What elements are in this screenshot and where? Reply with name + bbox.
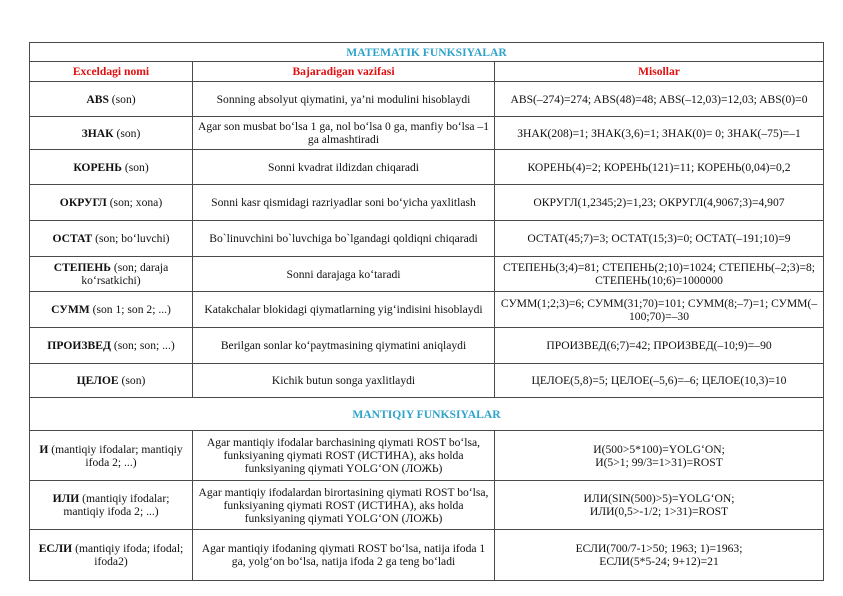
function-args: (mantiqiy ifodalar; mantiqiy ifoda 2; ...) [48, 442, 183, 469]
function-example-line: ЕСЛИ(700/7-1>50; 1963; 1)=1963; [575, 542, 743, 555]
table-row [30, 185, 824, 221]
function-example: ЦЕЛОЕ(5,8)=5; ЦЕЛОЕ(–5,6)=–6; ЦЕЛОЕ(10,3)=10 [495, 364, 824, 398]
function-name: ЗНАК [81, 126, 114, 140]
function-args: (son) [108, 92, 136, 106]
function-name-cell [30, 82, 193, 117]
section-header-row [30, 43, 824, 62]
function-description: Agar son musbat bo‘lsa 1 ga, nol bo‘lsa 0 ga, manfiy bo‘lsa –1 ga almashtiradi [193, 117, 495, 150]
function-name: СУММ [51, 303, 90, 316]
function-name-cell [30, 481, 193, 530]
function-example-line: ИЛИ(SIN(500)>5)=YOLG‘ON; [583, 492, 735, 505]
function-args: (mantiqiy ifodalar; mantiqiy ifoda 2; ...) [63, 492, 170, 518]
function-description: Sonni kasr qismidagi razriyadlar soni bo‘yicha yaxlitlash [193, 185, 495, 221]
function-description: Sonning absolyut qiymatini, ya’ni modulini hisoblaydi [193, 82, 495, 117]
function-example: ABS(–274)=274; ABS(48)=48; ABS(–12,03)=12,03; ABS(0)=0 [495, 82, 824, 117]
table-row [30, 328, 824, 364]
function-args: (son; bo‘luvchi) [92, 232, 170, 245]
function-name-cell [30, 364, 193, 398]
section-header-row [30, 398, 824, 431]
table-row [30, 150, 824, 185]
function-args: (son; daraja ko‘rsatkichi) [81, 261, 169, 287]
function-name: ОСТАТ [52, 232, 93, 245]
function-example: СУММ(1;2;3)=6; СУММ(31;70)=101; СУММ(8;–7)=1; СУММ(–100;70)=–30 [495, 292, 824, 328]
function-example-line: И(500>5*100)=YOLG‘ON; [593, 442, 725, 456]
function-name: ABS [86, 92, 109, 106]
function-description: Agar mantiqiy ifodaning qiymati ROST bo‘lsa, natija ifoda 1 ga, yolg‘on bo‘lsa, natija ifoda 2 ga teng bo‘ladi [193, 530, 495, 581]
function-example-line: ИЛИ(0,5>-1/2; 1>31)=ROST [589, 505, 729, 518]
table-row [30, 221, 824, 257]
function-name: СТЕПЕНЬ [53, 261, 111, 274]
function-name: ЦЕЛОЕ [76, 374, 119, 387]
function-args: (son) [113, 126, 141, 140]
function-name-cell [30, 328, 193, 364]
function-description: Agar mantiqiy ifodalardan birortasining qiymati ROST bo‘lsa, funksiyaning qiymati ROST (ИСТИНА), aks holda funksiyaning qiymati YOLG‘ON (ЛОЖЬ) [193, 481, 495, 530]
function-name-cell [30, 431, 193, 481]
function-name: И [39, 442, 49, 456]
function-description: Sonni kvadrat ildizdan chiqaradi [193, 150, 495, 185]
function-example-cell [495, 530, 824, 581]
function-args: (son) [121, 160, 149, 174]
table-row [30, 431, 824, 481]
table-row [30, 364, 824, 398]
section-title-logic: MANTIQIY FUNKSIYALAR [30, 398, 824, 431]
function-name: ПРОИЗВЕД [47, 339, 111, 352]
function-name-cell [30, 185, 193, 221]
function-description: Kichik butun songa yaxlitlaydi [193, 364, 495, 398]
function-args: (son; son; ...) [110, 339, 175, 352]
function-name-cell [30, 221, 193, 257]
function-example: ОСТАТ(45;7)=3; ОСТАТ(15;3)=0; ОСТАТ(–191;10)=9 [495, 221, 824, 257]
function-description: Berilgan sonlar ko‘paytmasining qiymatini aniqlaydi [193, 328, 495, 364]
function-example-line: И(5>1; 99/3=1>31)=ROST [595, 455, 723, 469]
table-row [30, 292, 824, 328]
table-row [30, 257, 824, 292]
column-header-task: Bajaradigan vazifasi [193, 62, 495, 82]
function-example: СТЕПЕНЬ(3;4)=81; СТЕПЕНЬ(2;10)=1024; СТЕПЕНЬ(–2;3)=8; СТЕПЕНЬ(10;6)=1000000 [495, 257, 824, 292]
function-example-cell [495, 481, 824, 530]
function-name: ЕСЛИ [38, 542, 73, 555]
functions-table [29, 42, 824, 581]
function-description: Sonni darajaga ko‘taradi [193, 257, 495, 292]
function-name-cell [30, 117, 193, 150]
function-name-cell [30, 257, 193, 292]
table-row [30, 530, 824, 581]
function-name: ИЛИ [52, 492, 80, 505]
section-title-math: MATEMATIK FUNKSIYALAR [30, 43, 824, 62]
table-row [30, 117, 824, 150]
function-args: (son 1; son 2; ...) [89, 303, 171, 316]
function-name: КОРЕНЬ [73, 160, 122, 174]
function-example: КОРЕНЬ(4)=2; КОРЕНЬ(121)=11; КОРЕНЬ(0,04)=0,2 [495, 150, 824, 185]
column-header-examples: Misollar [495, 62, 824, 82]
function-description: Bo`linuvchini bo`luvchiga bo`lgandagi qoldiqni chiqaradi [193, 221, 495, 257]
table-row [30, 82, 824, 117]
function-example-cell [495, 431, 824, 481]
table-row [30, 481, 824, 530]
function-name-cell [30, 530, 193, 581]
function-name-cell [30, 150, 193, 185]
function-name-cell [30, 292, 193, 328]
function-args: (mantiqiy ifoda; ifodal; ifoda2) [72, 542, 184, 568]
function-name: ОКРУГЛ [59, 196, 107, 209]
function-example: ОКРУГЛ(1,2345;2)=1,23; ОКРУГЛ(4,9067;3)=4,907 [495, 185, 824, 221]
function-example: ПРОИЗВЕД(6;7)=42; ПРОИЗВЕД(–10;9)=–90 [495, 328, 824, 364]
function-description: Katakchalar blokidagi qiymatlarning yig‘indisini hisoblaydi [193, 292, 495, 328]
column-header-name: Exceldagi nomi [30, 62, 193, 82]
function-description: Agar mantiqiy ifodalar barchasining qiymati ROST bo‘lsa, funksiyaning qiymati ROST (ИСТИНА), aks holda funksiyaning qiymati YOLG‘ON (ЛОЖЬ) [193, 431, 495, 481]
function-example-line: ЕСЛИ(5*5-24; 9+12)=21 [599, 555, 719, 568]
function-example: ЗНАК(208)=1; ЗНАК(3,6)=1; ЗНАК(0)= 0; ЗНАК(–75)=–1 [495, 117, 824, 150]
function-args: (son; xona) [106, 196, 163, 209]
column-header-row [30, 62, 824, 82]
function-args: (son) [118, 374, 146, 387]
